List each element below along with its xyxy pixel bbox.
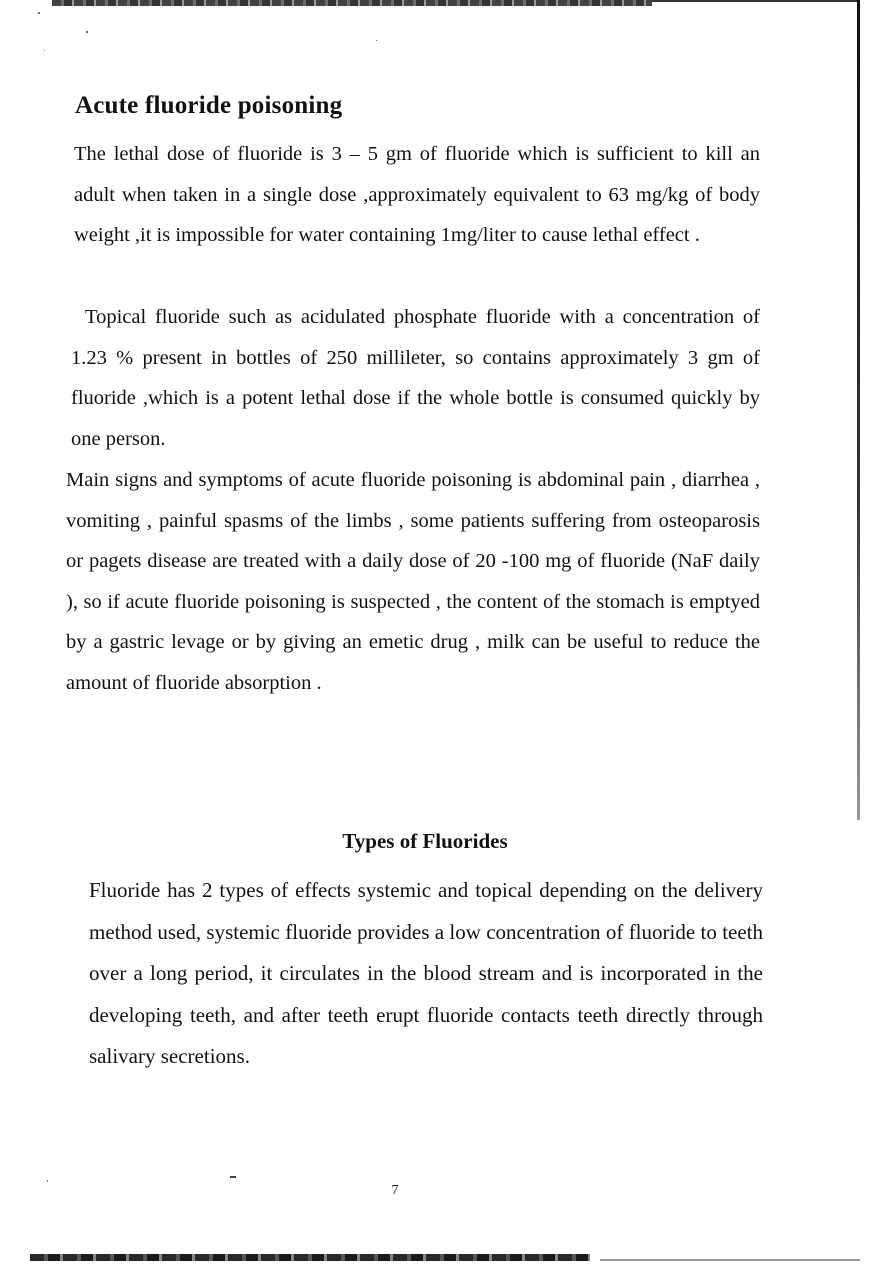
- paragraph-types-of-fluorides: Fluoride has 2 types of effects systemic and topical depending on the delivery method used, systemic fluoride provides a low concentration of fluoride to teeth over a long period, it circulates in the blood stream and is incorporated in the developing teeth, and after teeth erupt fluoride contacts teeth directly through salivary secretions.: [89, 878, 763, 1068]
- scan-speck: [47, 1180, 48, 1182]
- section-heading-types-of-fluorides: Types of Fluorides: [342, 829, 508, 853]
- scan-border-bottom: [30, 1254, 590, 1261]
- scan-speck: [86, 31, 88, 33]
- paragraph-lethal-dose: The lethal dose of fluoride is 3 – 5 gm of fluoride which is sufficient to kill an adult when taken in a single dose ,approximately equivalent to 63 mg/kg of body weight ,it is impossible for water containing 1mg/liter to cause lethal effect .: [74, 143, 760, 246]
- scan-border-top-right: [652, 0, 858, 2]
- scan-border-top: [52, 0, 652, 6]
- paragraph-topical-fluoride: Topical fluoride such as acidulated phosphate fluoride with a concentration of 1.23 % present in bottles of 250 millileter, so contains approximately 3 gm of fluoride ,which is a potent lethal dose if the whole bottle is consumed quickly by one person.: [71, 306, 760, 450]
- page-number: 7: [391, 1183, 399, 1198]
- section-heading-acute-fluoride-poisoning: Acute fluoride poisoning: [75, 92, 343, 119]
- scan-speck: [38, 12, 40, 14]
- scan-speck: [376, 40, 377, 41]
- scan-speck: [44, 50, 45, 51]
- scan-speck: [230, 1176, 236, 1178]
- paragraph-signs-and-symptoms: Main signs and symptoms of acute fluoride poisoning is abdominal pain , diarrhea , vomiting , painful spasms of the limbs , some patients suffering from osteoparosis or pagets disease are treated with a daily dose of 20 -100 mg of fluoride (NaF daily ), so if acute fluoride poisoning is suspected , the content of the stomach is emptyed by a gastric levage or by giving an emetic drug , milk can be useful to reduce the amount of fluoride absorption .: [66, 469, 760, 694]
- scan-border-bottom-right: [600, 1259, 860, 1261]
- scan-border-right: [857, 0, 860, 820]
